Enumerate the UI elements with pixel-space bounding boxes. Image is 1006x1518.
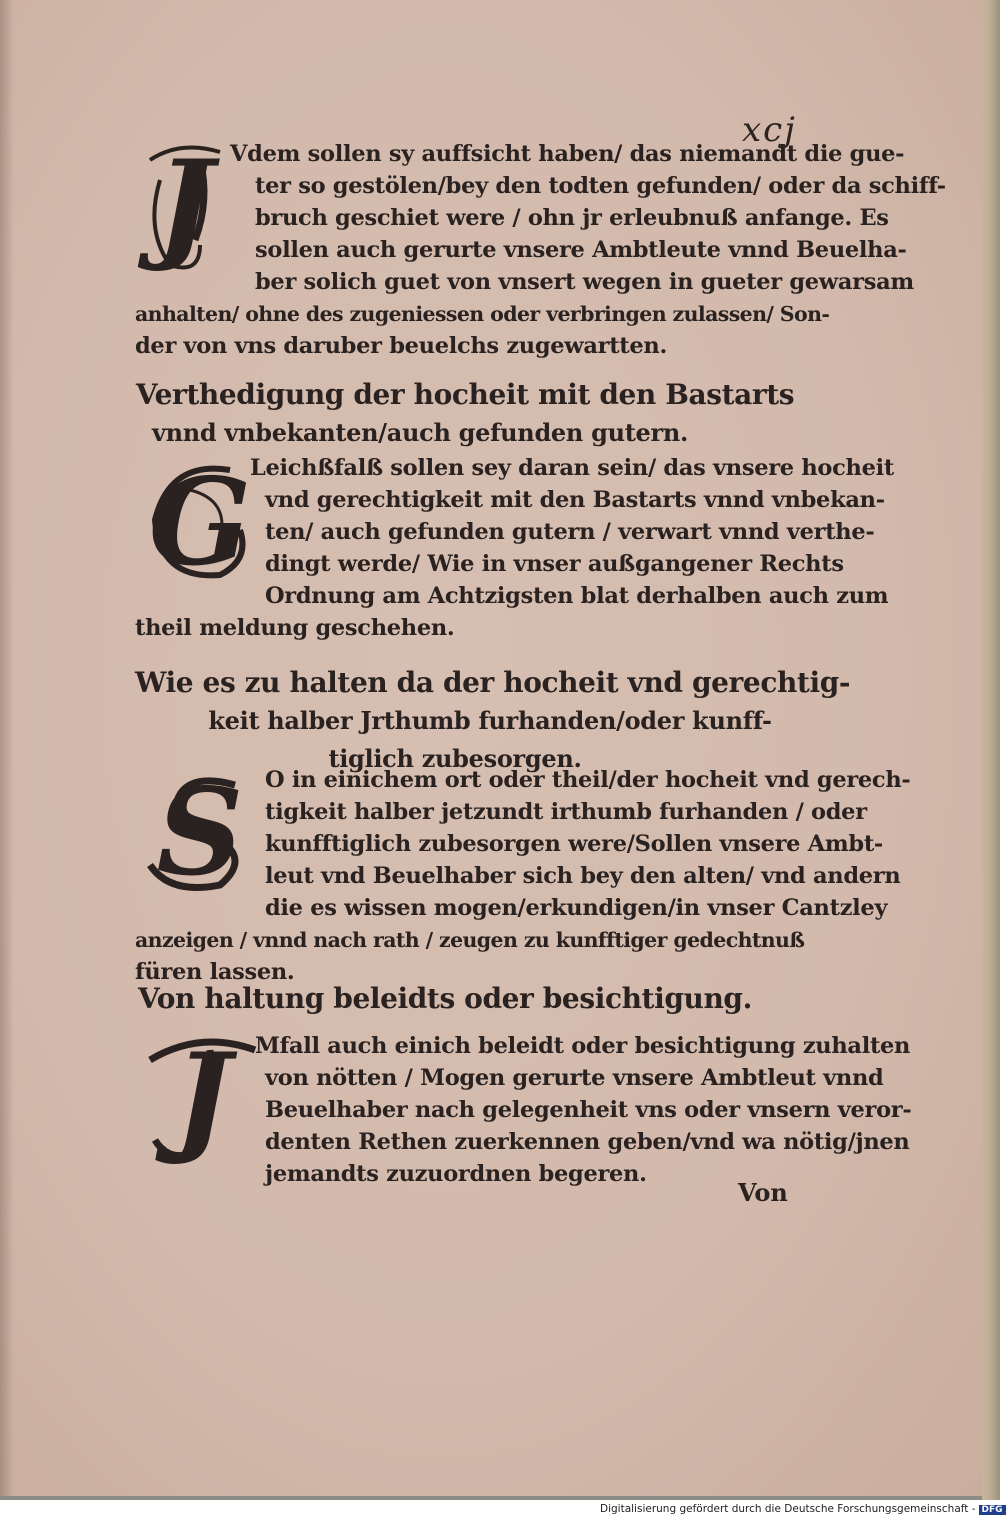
initial-letter: J [174,1027,231,1168]
paragraph [135,1027,912,1190]
text-line: dingt werde/ Wie in vnser außgangener Rechts [265,551,844,577]
text-line: anhalten/ ohne des zugeniessen oder verbringen zulassen/ Son- [135,302,830,326]
heading-line: Von haltung beleidts oder besichtigung. [138,982,752,1015]
heading-line: keit halber Jrthumb furhanden/oder kunff- [208,706,772,735]
paragraph [135,452,894,644]
section-heading [135,980,795,1018]
section-heading [135,376,795,452]
heading-line: tiglich zubesorgen. [328,744,582,773]
text-line: anzeigen / vnnd nach rath / zeugen zu kunfftiger gedechtnuß [135,928,805,952]
text-line: Vdem sollen sy auffsicht haben/ das niemandt die gue- [230,141,905,167]
text-line: kunfftiglich zubesorgen were/Sollen vnsere Ambt- [265,831,883,857]
initial-letter: S [156,762,244,903]
text-line: Ordnung am Achtzigsten blat derhalben auch zum [265,583,889,609]
footer-text: Digitalisierung gefördert durch die Deutsche Forschungsgemeinschaft - [600,1503,976,1515]
text-line: Leichßfalß sollen sey daran sein/ das vnsere hocheit [250,455,894,481]
heading-line: Verthedigung der hocheit mit den Bastarts [135,378,795,411]
text-line: denten Rethen zuerkennen geben/vnd wa nötig/jnen [265,1129,910,1155]
text-line: ber solich guet von vnsert wegen in gueter gewarsam [255,269,914,295]
section-heading [135,664,851,778]
text-line: tigkeit halber jetzundt irthumb furhanden / oder [265,799,867,825]
folio-number: xcj [742,110,797,150]
dfg-logo: DFG [979,1505,1006,1515]
initial-letter: G [148,452,252,593]
initial-letter: J [156,134,214,275]
text-line: Mfall auch einich beleidt oder besichtigung zuhalten [255,1033,911,1059]
footer-credit [600,1503,1006,1515]
heading-line: vnnd vnbekanten/auch gefunden gutern. [151,418,689,447]
text-line: die es wissen mogen/erkundigen/in vnser Cantzley [265,895,888,921]
text-line: ten/ auch gefunden gutern / verwart vnnd verthe- [265,519,875,545]
text-line: der von vns daruber beuelchs zugewartten. [135,333,668,359]
text-line: leut vnd Beuelhaber sich bey den alten/ vnd andern [265,863,901,889]
catchword: Von [738,1178,788,1207]
text-line: vnd gerechtigkeit mit den Bastarts vnnd vnbekan- [265,487,885,513]
text-line: füren lassen. [135,959,295,985]
text-line: Beuelhaber nach gelegenheit vns oder vnsern veror- [265,1097,912,1123]
text-line: sollen auch gerurte vnsere Ambtleute vnnd Beuelha- [255,237,907,263]
page-edge [982,0,1000,1500]
binding-shadow [0,0,14,1496]
text-line: von nötten / Mogen gerurte vnsere Ambtleut vnnd [265,1065,884,1091]
heading-line: Wie es zu halten da der hocheit vnd gerechtig- [135,666,851,699]
text-line: jemandts zuzuordnen begeren. [265,1161,647,1187]
paragraph [135,764,911,988]
text-line: bruch geschiet were / ohn jr erleubnuß anfange. Es [255,205,889,231]
text-line: ter so gestölen/bey den todten gefunden/ oder da schiff- [255,173,946,199]
paragraph [135,134,946,362]
text-line: O in einichem ort oder theil/der hocheit vnd gerech- [265,767,911,793]
text-line: theil meldung geschehen. [135,615,455,641]
